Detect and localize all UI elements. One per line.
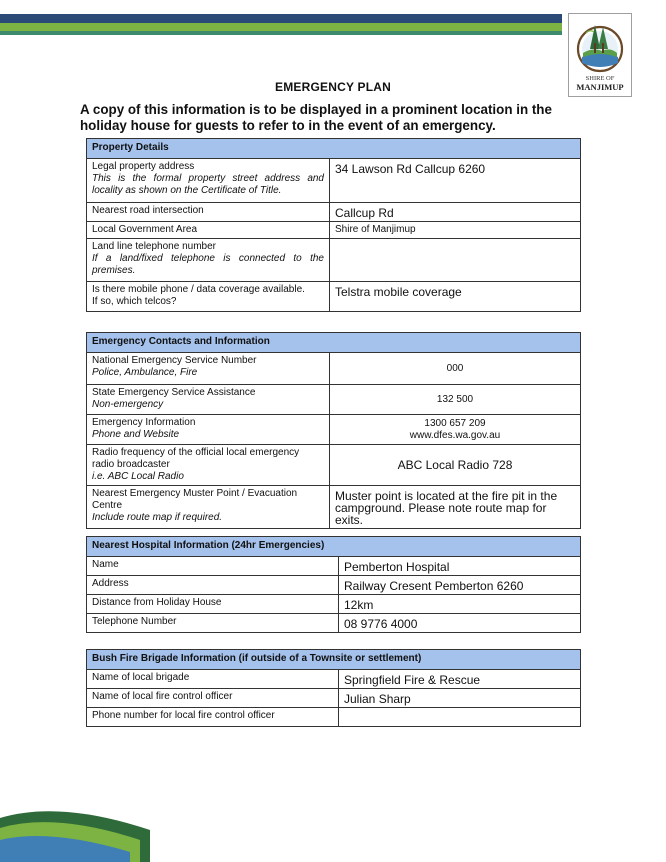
hospital-phone-label: Telephone Number bbox=[87, 614, 339, 633]
intro-paragraph: A copy of this information is to be displayed in a prominent location in the holiday house for guests to refer to in the event of an emergency. bbox=[80, 102, 552, 133]
national-emergency-label: National Emergency Service Number Police, Ambulance, Fire bbox=[87, 353, 330, 385]
table-row bbox=[87, 689, 581, 708]
fire-officer-phone-label: Phone number for local fire control officer bbox=[87, 708, 339, 727]
mobile-coverage-label: Is there mobile phone / data coverage available. If so, which telcos? bbox=[87, 282, 330, 312]
table-row bbox=[87, 239, 581, 282]
table-row bbox=[87, 203, 581, 222]
property-details-table bbox=[86, 138, 581, 312]
national-emergency-value: 000 bbox=[330, 353, 581, 385]
muster-point-label: Nearest Emergency Muster Point / Evacuation Centre Include route map if required. bbox=[87, 486, 330, 529]
table-row bbox=[87, 614, 581, 633]
hospital-address-label: Address bbox=[87, 576, 339, 595]
hospital-address-value: Railway Cresent Pemberton 6260 bbox=[339, 576, 581, 595]
landline-label: Land line telephone number If a land/fixed telephone is connected to the premises. bbox=[87, 239, 330, 282]
table-row bbox=[87, 576, 581, 595]
radio-frequency-label: Radio frequency of the official local emergency radio broadcaster i.e. ABC Local Radio bbox=[87, 445, 330, 486]
hospital-phone-value: 08 9776 4000 bbox=[339, 614, 581, 633]
table-row bbox=[87, 670, 581, 689]
emergency-info-label: Emergency Information Phone and Website bbox=[87, 415, 330, 445]
property-details-heading: Property Details bbox=[87, 139, 581, 159]
fire-officer-label: Name of local fire control officer bbox=[87, 689, 339, 708]
table-row bbox=[87, 708, 581, 727]
emergency-info-value bbox=[330, 415, 581, 445]
brigade-name-label: Name of local brigade bbox=[87, 670, 339, 689]
header-band-green bbox=[0, 23, 562, 31]
legal-address-value: 34 Lawson Rd Callcup 6260 bbox=[330, 159, 581, 203]
hospital-name-label: Name bbox=[87, 557, 339, 576]
table-row bbox=[87, 159, 581, 203]
table-row bbox=[87, 445, 581, 486]
emergency-contacts-heading: Emergency Contacts and Information bbox=[87, 333, 581, 353]
table-row bbox=[87, 595, 581, 614]
fire-officer-phone-value bbox=[339, 708, 581, 727]
lga-value: Shire of Manjimup bbox=[330, 222, 581, 239]
road-intersection-value: Callcup Rd bbox=[330, 203, 581, 222]
table-row bbox=[87, 385, 581, 415]
muster-point-value: Muster point is located at the fire pit in the campground. Please note route map for exits. bbox=[330, 486, 581, 529]
table-row bbox=[87, 353, 581, 385]
hospital-distance-value: 12km bbox=[339, 595, 581, 614]
hospital-info-heading: Nearest Hospital Information (24hr Emergencies) bbox=[87, 537, 581, 557]
document-title: EMERGENCY PLAN bbox=[275, 80, 391, 94]
logo-text-top: SHIRE OF bbox=[585, 75, 615, 82]
fire-officer-value: Julian Sharp bbox=[339, 689, 581, 708]
bush-fire-brigade-table bbox=[86, 649, 581, 727]
footer-wave-graphic bbox=[0, 800, 150, 862]
legal-address-label: Legal property address This is the formal property street address and locality as shown on the Certificate of Title. bbox=[87, 159, 330, 203]
emergency-contacts-table bbox=[86, 332, 581, 529]
table-row bbox=[87, 486, 581, 529]
road-intersection-label: Nearest road intersection bbox=[87, 203, 330, 222]
header-band-navy bbox=[0, 14, 562, 23]
mobile-coverage-value: Telstra mobile coverage bbox=[330, 282, 581, 312]
emergency-phone: 1300 657 209 bbox=[424, 417, 486, 429]
hospital-distance-label: Distance from Holiday House bbox=[87, 595, 339, 614]
ses-label: State Emergency Service Assistance Non-emergency bbox=[87, 385, 330, 415]
lga-label: Local Government Area bbox=[87, 222, 330, 239]
table-row bbox=[87, 415, 581, 445]
ses-value: 132 500 bbox=[330, 385, 581, 415]
hospital-name-value: Pemberton Hospital bbox=[339, 557, 581, 576]
brigade-name-value: Springfield Fire & Rescue bbox=[339, 670, 581, 689]
bush-fire-brigade-heading: Bush Fire Brigade Information (if outside of a Townsite or settlement) bbox=[87, 650, 581, 670]
table-row bbox=[87, 282, 581, 312]
emergency-website-link[interactable]: www.dfes.wa.gov.au bbox=[409, 429, 501, 441]
hospital-info-table bbox=[86, 536, 581, 633]
header-band-teal bbox=[0, 31, 562, 35]
table-row bbox=[87, 222, 581, 239]
landline-value bbox=[330, 239, 581, 282]
logo-text-bottom: MANJIMUP bbox=[576, 82, 624, 92]
radio-frequency-value: ABC Local Radio 728 bbox=[330, 445, 581, 486]
table-row bbox=[87, 557, 581, 576]
